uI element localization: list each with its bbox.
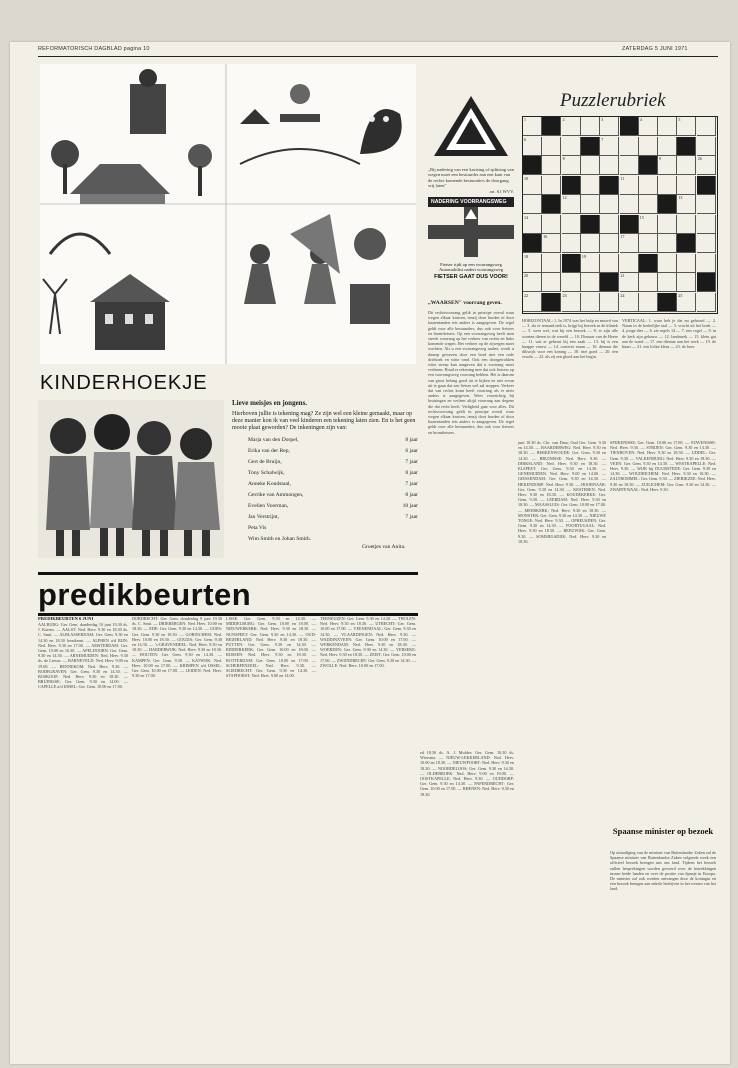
contributor-name: Gert de Bruijn,: [248, 459, 282, 465]
page-header-right: ZATERDAG 5 JUNI 1971: [622, 46, 688, 52]
kinderhoekje-letter: [232, 400, 420, 432]
clues-horizontaal-heading: HORIZONTAAL:: [522, 318, 553, 323]
page-header-left: REFORMATORISCH DAGBLAD pagina 10: [38, 46, 150, 52]
crossword-cell-number: 24: [620, 292, 625, 298]
crossword-cell[interactable]: [581, 234, 600, 253]
crossword-cell[interactable]: [523, 137, 542, 156]
crossword-cell[interactable]: [542, 137, 561, 156]
crossword-cell[interactable]: [581, 156, 600, 175]
contributor-age: 10 jaar: [402, 503, 418, 509]
road-footer: FIETSER GAAT DUS VOOR!: [434, 273, 508, 280]
crossword-cell[interactable]: [677, 273, 696, 292]
crossword-cell[interactable]: [620, 156, 639, 175]
crossword-cell[interactable]: [581, 273, 600, 292]
crossword-cell[interactable]: [542, 156, 561, 175]
crossword-cell-number: 2: [562, 117, 565, 122]
crossword-cell[interactable]: [658, 117, 677, 136]
crossword-cell[interactable]: [658, 137, 677, 156]
crossword-cell-number: 25: [678, 292, 683, 298]
crossword-black-cell: [562, 254, 581, 273]
crossword-cell[interactable]: [523, 176, 542, 195]
crossword-cell[interactable]: [639, 117, 658, 136]
crossword-cell[interactable]: [677, 254, 696, 273]
crossword-cell[interactable]: [697, 117, 716, 136]
crossword-cell[interactable]: [562, 234, 581, 253]
crossword-grid[interactable]: [522, 116, 718, 314]
contributor-name: Wim Smith en Johan Smith.: [248, 536, 312, 542]
crossword-cell[interactable]: [620, 293, 639, 312]
contributor-row: [248, 470, 418, 481]
crossword-cell[interactable]: [677, 195, 696, 214]
crossword-cell[interactable]: [658, 156, 677, 175]
road-line-2: Automobilist nadert voorrangsweg: [438, 266, 504, 272]
crossword-black-cell: [523, 156, 542, 175]
crossword-cell-number: 8: [562, 156, 565, 161]
crossword-cell-number: 9: [659, 156, 662, 161]
crossword-cell[interactable]: [581, 254, 600, 273]
crossword-cell[interactable]: [620, 234, 639, 253]
crossword-cell[interactable]: [600, 215, 619, 234]
crossword-cell[interactable]: [600, 137, 619, 156]
crossword-cell[interactable]: [620, 176, 639, 195]
crossword-cell-number: 5: [678, 117, 681, 122]
crossword-cell[interactable]: [620, 137, 639, 156]
contributor-age: 8 jaar: [405, 492, 418, 498]
predikbeurten-banner: [38, 572, 418, 616]
contributor-name: Jan Verstrijnt,: [248, 514, 279, 520]
contributor-row: [248, 437, 418, 448]
crossword-cell[interactable]: [542, 234, 561, 253]
contributor-age: 7 jaar: [405, 514, 418, 520]
crossword-cell[interactable]: [523, 195, 542, 214]
spaanse-article: Op uitnodiging van de minister van Buitenlandse Zaken zal de Spaanse minister van Buitenlandse Zaken volgende week een officieel bezoek brengen aan ons land. Tijdens het bezoek zullen besprekingen worden gevoerd over de betrekkingen tussen beide landen en over de positie van Spanje in Europa. De minister zal ook worden ontvangen door de koningin en een bezoek brengen aan enkele bedrijven in het westen van het land.: [610, 850, 716, 892]
crossword-cell[interactable]: [523, 215, 542, 234]
crossword-cell[interactable]: [639, 137, 658, 156]
crossword-cell-number: 21: [620, 273, 625, 278]
intersection-icon: [428, 207, 514, 257]
crossword-cell[interactable]: [523, 293, 542, 312]
predik-column-3: LISSE: Ger. Gem. 9.30 en 14.30. — MIDDELBURG: Ger. Gem. 10.00 en 18.00. — NIEUWERKERK: Ned. Herv. 9.30 en 18.30. — NUNSPEET: Ger. Gem. 9.30 en 14.30. — OUD-BEIJERLAND: Ned. Herv. 9.30 en 18.30. — PUTTEN: Ger. Gem. 9.30 en 14.30. — RIDDERKERK: Ger. Gem. 10.00 en 18.00. — RIJSSEN: Ned. Herv. 9.30 en 18.30. — ROTTERDAM: Ger. Gem. 10.00 en 17.00. — SCHERPENZEEL: Ned. Herv. 9.30. — SLIEDRECHT: Ger. Gem. 9.30 en 14.30. — STAPHORST: Ned. Herv. 9.00 en 14.00.: [226, 616, 316, 679]
crossword-cell[interactable]: [697, 137, 716, 156]
crossword-cell[interactable]: [562, 117, 581, 136]
crossword-cell[interactable]: [562, 215, 581, 234]
crossword-cell[interactable]: [697, 254, 716, 273]
clues-verticaal-heading: VERTICAAL:: [622, 318, 647, 323]
road-line-1: Fietser rijdt op een voorrangsweg: [440, 261, 502, 267]
children-photo: [38, 400, 224, 558]
crossword-cell[interactable]: [562, 273, 581, 292]
contributor-list: [248, 437, 418, 547]
crossword-cell-number: 3: [601, 117, 604, 122]
crossword-black-cell: [658, 195, 677, 214]
crossword-black-cell: [677, 234, 696, 253]
crossword-black-cell: [620, 117, 639, 136]
crossword-cell[interactable]: [600, 195, 619, 214]
puzzle-clues-right: VERTICAAL: 1. waar heb je dat nu gehoord — 2. Naam in de kerkelijke taal — 3. vrucht uit het boek — 4. jonge dier — 6. zie regels 14 — 7. een vogel — 9. in de kerk zijn gebouw — 12. landmerk — 15. klein gat aan de wand — 17. een dienaar aan het werk — 19. de buurt — 21. een lichte kleur — 23. de boer.: [622, 318, 716, 350]
contributor-row: [248, 459, 418, 470]
crossword-black-cell: [542, 293, 561, 312]
contributor-age: 6 jaar: [405, 448, 418, 454]
puzzle-title: Puzzlerubriek: [560, 90, 666, 111]
crossword-black-cell: [542, 195, 561, 214]
contributor-age: 7 jaar: [405, 459, 418, 465]
crossword-cell[interactable]: [697, 215, 716, 234]
crossword-cell[interactable]: [542, 176, 561, 195]
road-caption: „Bij nadering van een kruising of splitsing van wegen moet een bestuurder aan een kant van de rechts komende bestuurders de doorgang vrij laten": [428, 167, 514, 189]
road-article: art. 61 WVV.: [489, 188, 514, 194]
crossword-black-cell: [677, 137, 696, 156]
crossword-cell[interactable]: [542, 254, 561, 273]
crossword-black-cell: [639, 156, 658, 175]
crossword-cell[interactable]: [600, 234, 619, 253]
crossword-cell[interactable]: [658, 273, 677, 292]
crossword-black-cell: [600, 273, 619, 292]
contributor-name: Gerrike van Ammongen,: [248, 492, 304, 498]
crossword-cell[interactable]: [523, 254, 542, 273]
crossword-cell[interactable]: [639, 215, 658, 234]
crossword-cell-number: 10: [524, 175, 528, 181]
crossword-black-cell: [697, 273, 716, 292]
crossword-cell-number: 18: [524, 253, 528, 259]
letter-closing: Groetjes van Anita.: [362, 544, 406, 550]
contributor-age: 7 jaar: [405, 481, 418, 487]
crossword-cell[interactable]: [658, 234, 677, 253]
crossword-cell[interactable]: [620, 195, 639, 214]
predik-date: PREDIKBEURTEN 6 JUNI: [38, 616, 94, 621]
crossword-black-cell: [639, 254, 658, 273]
contributor-name: Evelien Voorman,: [248, 503, 289, 509]
crossword-cell[interactable]: [562, 156, 581, 175]
crossword-black-cell: [542, 117, 561, 136]
warning-triangle-icon: [428, 92, 514, 162]
contributor-age: 8 jaar: [405, 437, 418, 443]
contributor-row: [248, 503, 418, 514]
crossword-cell[interactable]: [658, 176, 677, 195]
crossword-cell[interactable]: [658, 254, 677, 273]
contributor-age: 8 jaar: [405, 470, 418, 476]
crossword-cell[interactable]: [581, 117, 600, 136]
predik-column-7: SPIJKENISSE: Ger. Gem. 10.00 en 17.00. — STAVENISSE: Ned. Herv. 9.30. — STRIJEN: Ger. Gem. 9.30 en 14.30. — TIENHOVEN: Ned. Herv. 9.30 en 18.30. — UDDEL: Ger. Gem. 9.30. — VALKENBURG: Ned. Herv. 9.30 en 18.30. — VEEN: Ger. Gem. 9.30 en 14.30. — WESTKAPELLE: Ned. Herv. 9.30. — WIJK bij DUURSTEDE: Ger. Gem. 9.30 en 14.30. — WOUDRICHEM: Ned. Herv. 9.30 en 18.30. — ZALTBOMMEL: Ger. Gem. 9.30. — ZIERIKZEE: Ned. Herv. 9.30 en 18.30. — ZUILICHEM: Ger. Gem. 9.30 en 14.30. — ZWARTEWAAL: Ned. Herv. 9.30.: [610, 440, 716, 492]
crossword-cell-number: 15: [639, 214, 644, 220]
crossword-cell[interactable]: [523, 117, 542, 136]
road-banner: NADERING VOORRANGSWEG: [428, 197, 514, 207]
crossword-cell-number: 11: [620, 175, 625, 181]
crossword-cell-number: 16: [543, 234, 548, 239]
crossword-cell[interactable]: [620, 273, 639, 292]
crossword-cell[interactable]: [600, 254, 619, 273]
crossword-cell[interactable]: [542, 273, 561, 292]
crossword-cell[interactable]: [581, 195, 600, 214]
crossword-black-cell: [523, 234, 542, 253]
crossword-cell-number: 13: [678, 195, 683, 200]
crossword-cell[interactable]: [562, 137, 581, 156]
contributor-name: Tony Schalwijk,: [248, 470, 285, 476]
crossword-black-cell: [581, 137, 600, 156]
crossword-cell[interactable]: [562, 293, 581, 312]
crossword-black-cell: [600, 176, 619, 195]
contributor-row: [248, 514, 418, 525]
crossword-cell[interactable]: [581, 176, 600, 195]
predik-column-4: TERNEUZEN: Ger. Gem. 9.30 en 14.30. — THOLEN: Ned. Herv. 9.30 en 18.30. — UTRECHT: Ger. Gem. 10.00 en 17.00. — VEENENDAAL: Ger. Gem. 9.30 en 14.30. — VLAARDINGEN: Ned. Herv. 9.30. — WADDINXVEEN: Ger. Gem. 10.00 en 17.00. — WERKENDAM: Ned. Herv. 9.30 en 18.30. — WOERDEN: Ger. Gem. 9.30 en 14.30. — YERSEKE: Ned. Herv. 9.30 en 18.30. — ZEIST: Ger. Gem. 10.00 en 17.00. — ZWIJNDRECHT: Ger. Gem. 9.30 en 14.30. — ZWOLLE: Ned. Herv. 10.00 en 17.00.: [320, 616, 416, 668]
crossword-cell[interactable]: [639, 234, 658, 253]
contributor-name: Erika van der Rep,: [248, 448, 290, 454]
contributor-row: [248, 481, 418, 492]
crossword-cell[interactable]: [639, 273, 658, 292]
crossword-black-cell: [697, 176, 716, 195]
header-rule: [38, 56, 718, 57]
crossword-cell[interactable]: [677, 176, 696, 195]
crossword-cell-number: 12: [562, 195, 567, 200]
crossword-cell[interactable]: [677, 117, 696, 136]
crossword-cell-number: 6: [524, 136, 526, 142]
contributor-row: [248, 492, 418, 503]
crossword-cell-number: 26: [697, 156, 702, 161]
crossword-cell[interactable]: [639, 195, 658, 214]
crossword-cell[interactable]: [639, 293, 658, 312]
crossword-cell-number: 23: [562, 292, 567, 298]
crossword-cell-number: 20: [524, 273, 528, 278]
predik-column-1: AALBURG: Ger. Gem. donderdag 10 juni 19.30 ds. J. Karens. — AALST: Ned. Herv. 9.30 en 18.30 ds. C. Smit. — ALBLASSERDAM: Ger. Gem. 9.30 en 14.30 en 18.30 leesdienst. — ALPHEN a/d RIJN: Ned. Herv. 9.30 en 17.00. — AMSTERDAM: Ger. Gem. 10.00 en 16.30. — APELDOORN: Ger. Gem. 9.30 en 14.30. — ARNEMUIDEN: Ned. Herv. 9.30 ds. de Leeuw. — BARNEVELD: Ned. Herv. 9.00 en 19.00. — BENNEKOM: Ned. Herv. 9.30. — BODEGRAVEN: Ger. Gem. 9.30 en 14.30. — BOSKOOP: Ned. Herv. 9.30 en 18.30. — BRUINISSE: Ger. Gem. 9.30 en 14.00. — CAPELLE a/d IJSSEL: Ger. Gem. 10.00 en 17.00.: [38, 622, 128, 690]
predik-column-5: ed 18.30 ds. A. J. Mulder; Ger. Gem. 10.30 ds. Wiersma. — NIEUW-LEKKERLAND: Ned. Herv. 10.00 en 18.30. — NIEUWPOORT: Ned. Herv. 9.30 en 18.30. — NOORDELOOS: Ger. Gem. 9.30 en 14.30. — OLDEBROEK: Ned. Herv. 9.00 en 19.00. — OOSTKAPELLE: Ned. Herv. 9.30. — OUDDORP: Ger. Gem. 9.30 en 14.30. — PAPENDRECHT: Ger. Gem. 10.00 en 17.00. — RHENEN: Ned. Herv. 9.30 en 18.30.: [420, 750, 514, 797]
crossword-cell[interactable]: [677, 293, 696, 312]
crossword-cell[interactable]: [658, 215, 677, 234]
contributor-name: Marja van den Dorpel,: [248, 437, 299, 443]
kinderhoekje-title: KINDERHOEKJE: [40, 372, 208, 394]
crossword-cell-number: 1: [524, 117, 526, 122]
crossword-cell[interactable]: [600, 117, 619, 136]
crossword-cell[interactable]: [677, 215, 696, 234]
crossword-cell[interactable]: [523, 273, 542, 292]
road-article-body: Dit rechtsvoorrang geldt in principe overal waar wegen elkaar kruisen, tenzij door borden of door haaientanden iets anders is aangegeven. De regel geldt voor alle bestuurders, dus ook voor fietsers en bromfietsers. Op een voorrangsweg heeft men steeds voorrang op het verkeer van rechts en links komende wegen. Het verkeer op de zijwegen moet wachten. Als u een voorrangsweg nadert, wordt u daarop gewezen door een bord met een rode driehoek en witte rand. Ook een doorgetrokken witte streep kan aangeven dat u voorrang moet verlenen. Houd er rekening mee dat ook fietsers op een voorrangsweg voorrang hebben. Het is daarom van groot belang goed uit te kijken en niet ervan uit te gaan dat een fietser wel zal stoppen. Verkeer dat van rechts komt heeft voorrang als er niets anders is aangegeven. Wees voorzichtig bij kruisingen en verleen altijd voorrang aan degene die dat recht heeft. Veiligheid gaat voor alles. Dit rechtsvoorrang geldt in principe overal waar wegen elkaar kruisen, tenzij door borden of door haaientanden iets anders is aangegeven. De regel geldt voor alle bestuurders, dus ook voor fietsers en bromfietsers.: [428, 310, 514, 435]
crossword-cell[interactable]: [600, 156, 619, 175]
crossword-cell-number: 22: [524, 292, 528, 298]
letter-intro: Hierboven jullie is tekening mag? Ze zijn wel een kleine gemaakt, maar op deze manier kon ik van veel kinderen een tekening laten zien. En is het geen mooie plaat geworden? De inkeningen zijn van:: [232, 411, 416, 431]
contributor-name: Peta Vis: [248, 525, 267, 531]
crossword-black-cell: [581, 215, 600, 234]
children-drawings: [40, 64, 416, 364]
crossword-cell[interactable]: [677, 156, 696, 175]
predikbeurten-title: predikbeurten: [38, 577, 252, 612]
puzzle-clues-left: HORIZONTAAL: 1. In 1974 was het hulp en moord van — 3. als er iemand ziek is, krijgt hij bezoek in de kliniek — 5. weet wel, wat bij een bezoek — 8. er zijn alle soorten dieren in de wereld — 10. Dienaar van de Heere — 11. wat er gebeurt bij een zaak — 13. hij is een knappe vrouw — 14. oosterse naam — 16. dienaar die dikwijls voor een koning — 18. niet goed — 20. een vrucht — 22. als zij een gloed aan het begin.: [522, 318, 618, 360]
crossword-cell[interactable]: [697, 156, 716, 175]
crossword-black-cell: [658, 293, 677, 312]
letter-heading: Lieve meisjes en jongens.: [232, 399, 308, 407]
crossword-cell-number: 7: [601, 136, 604, 142]
crossword-cell[interactable]: [639, 176, 658, 195]
crossword-black-cell: [620, 215, 639, 234]
contributor-row: [248, 448, 418, 459]
road-headline: „WAARSEN" voorrang geven.: [428, 300, 502, 306]
crossword-cell[interactable]: [600, 293, 619, 312]
contributor-row: [248, 525, 418, 536]
crossword-cell[interactable]: [542, 215, 561, 234]
crossword-cell-number: 19: [581, 253, 586, 259]
predik-column-2: DORDRECHT: Ger. Gem. donderdag 9 juni 19.30 ds. C. Smit. — DRIEBERGEN: Ned. Herv. 10.00 en 18.30. — EDE: Ger. Gem. 9.30 en 14.30. — GOES: Ger. Gem. 9.30 en 18.30. — GORINCHEM: Ned. Herv. 10.00 en 18.30. — GOUDA: Ger. Gem. 9.30 en 14.30. — 's-GRAVENDEEL: Ned. Herv. 9.30 en 18.30. — HARDERWIJK: Ned. Herv. 9.30 en 18.30. — HOUTEN: Ger. Gem. 9.30 en 14.30. — KAMPEN: Ger. Gem. 9.30. — KATWIJK: Ned. Herv. 10.00 en 17.00. — KRIMPEN a/d IJSSEL: Ger. Gem. 10.00 en 17.00. — LEIDEN: Ned. Herv. 9.30 en 17.00.: [132, 616, 222, 679]
crossword-cell[interactable]: [620, 254, 639, 273]
crossword-cell[interactable]: [697, 234, 716, 253]
contributor-name: Anneke Koudstaal,: [248, 481, 291, 487]
crossword-cell-number: 14: [524, 214, 528, 220]
crossword-cell[interactable]: [562, 195, 581, 214]
crossword-cell[interactable]: [581, 293, 600, 312]
crossword-cell-number: 4: [639, 117, 642, 122]
crossword-cell[interactable]: [697, 293, 716, 312]
crossword-cell[interactable]: [697, 195, 716, 214]
predik-column-6: juni 10.30 ds. Chr. van Dam; Oud Ger. Gem. 9.30 en 14.30. — BAARDERWEG: Ned. Herv. 9.30 en 18.30. — BERKENWOUDE: Ger. Gem. 9.30 en 14.30. — BRUINISSE: Ned. Herv. 9.30. — DIRKSLAND: Ned. Herv. 9.30 en 18.30. — ELSPEET: Ger. Gem. 9.30 en 14.30. — GENEMUIDEN: Ned. Herv. 9.00 en 14.00. — GIESSENDAM: Ger. Gem. 9.30 en 14.30. — HEKENDORP: Ned. Herv. 9.30. — HOORNAAR: Ger. Gem. 9.30 en 14.30. — KESTEREN: Ned. Herv. 9.30 en 18.30. — KOUDEKERKE: Ger. Gem. 9.30. — LEERDAM: Ned. Herv. 9.30 en 18.30. — MAASSLUIS: Ger. Gem. 10.00 en 17.00. — MEERKERK: Ned. Herv. 9.30 en 18.30. — MONSTER: Ger. Gem. 9.30 en 14.30. — NIEUWE TONGE: Ned. Herv. 9.30. — OPHEUSDEN: Ger. Gem. 9.30 en 14.30. — POORTUGAAL: Ned. Herv. 9.30 en 18.30. — REEUWIJK: Ger. Gem. 9.30. — SOMMELSDIJK: Ned. Herv. 9.30 en 18.30.: [518, 440, 606, 544]
crossword-cell-number: 17: [620, 234, 625, 239]
road-sign-column: [428, 92, 514, 292]
spaanse-headline: Spaanse minister op bezoek: [612, 826, 714, 836]
crossword-black-cell: [562, 176, 581, 195]
